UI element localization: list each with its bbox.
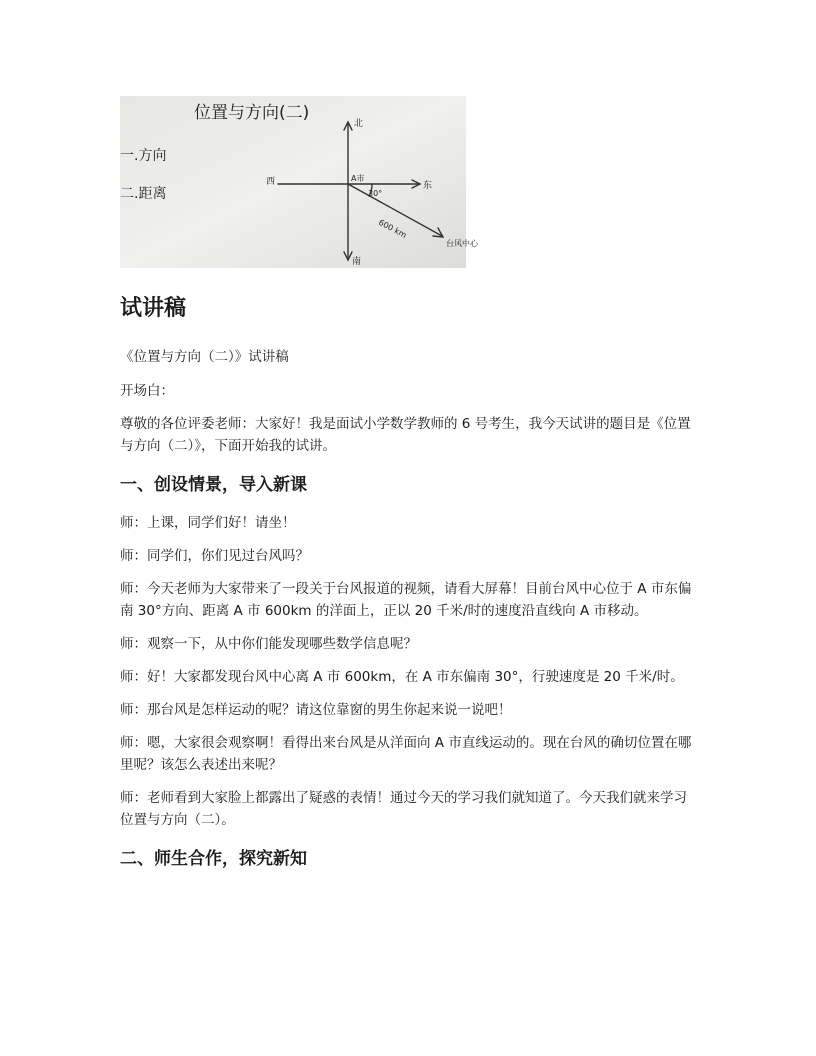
- east-label: 东: [423, 181, 433, 191]
- dialogue-line: 师：上课，同学们好！请坐！: [120, 515, 296, 531]
- dialogue-line: 师：今天老师为大家带来了一段关于台风报道的视频，请看大屏幕！目前台风中心位于 A 市东偏南 30°方向、距离 A 市 600km 的洋面上，正以 20 千米/时的速度沿直线向 A 市移动。: [120, 581, 692, 619]
- distance-label: 600 km: [377, 217, 408, 240]
- section-heading-1: 一、创设情景，导入新课: [120, 475, 307, 495]
- document-page: [120, 96, 700, 871]
- north-label: 北: [354, 119, 364, 129]
- west-label: 西: [266, 177, 276, 187]
- document-subtitle: 《位置与方向（二）》试讲稿: [120, 349, 289, 365]
- figure-title: 位置与方向(二): [194, 103, 310, 123]
- typhoon-label: 台风中心: [446, 239, 478, 248]
- dialogue-line: 师：那台风是怎样运动的呢？请这位靠窗的男生你起来说一说吧！: [120, 702, 512, 718]
- dialogue-line: 师：同学们，你们见过台风吗？: [120, 548, 309, 564]
- opening-paragraph: 尊敬的各位评委老师：大家好！我是面试小学数学教师的 6 号考生，我今天试讲的题目是《位置与方向（二）》，下面开始我的试讲。: [120, 416, 691, 454]
- section-heading-2: 二、师生合作，探究新知: [120, 849, 307, 869]
- dialogue-line: 师：老师看到大家脸上都露出了疑惑的表情！通过今天的学习我们就知道了。今天我们就来学习位置与方向（二）。: [120, 790, 687, 828]
- whiteboard-photo: [120, 96, 478, 268]
- dialogue-line: 师：嗯，大家很会观察啊！看得出来台风是从洋面向 A 市直线运动的。现在台风的确切位置在哪里呢？该怎么表述出来呢？: [120, 735, 692, 773]
- direction-diagram: [120, 96, 478, 268]
- opening-label: 开场白：: [120, 383, 174, 399]
- dialogue-line: 师：观察一下，从中你们能发现哪些数学信息呢？: [120, 636, 417, 652]
- angle-label: 30°: [368, 189, 383, 198]
- south-label: 南: [352, 257, 362, 267]
- origin-label: A市: [351, 174, 365, 183]
- figure-item-1: 一.方向: [120, 148, 167, 164]
- figure-item-2: 二.距离: [120, 186, 167, 202]
- dialogue-line: 师：好！大家都发现台风中心离 A 市 600km，在 A 市东偏南 30°，行驶速度是 20 千米/时。: [120, 669, 684, 685]
- document-heading: 试讲稿: [120, 296, 187, 321]
